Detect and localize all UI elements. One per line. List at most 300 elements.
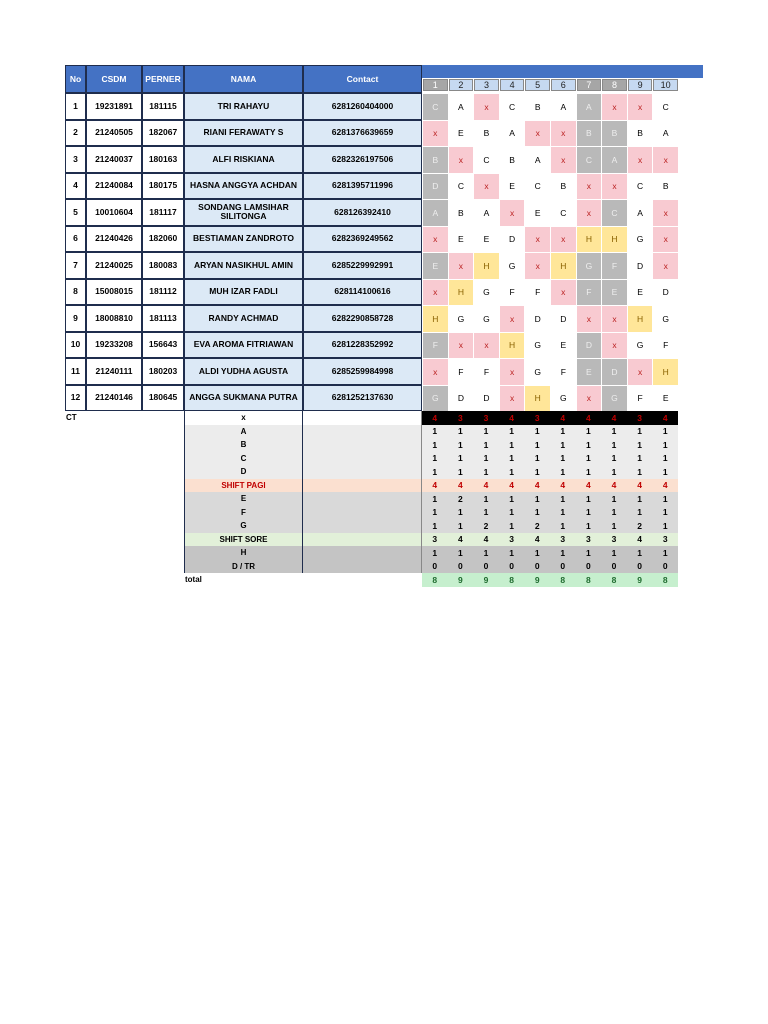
- day-header-1[interactable]: 1: [423, 79, 448, 91]
- summary-label: SHIFT SORE: [184, 533, 303, 547]
- employee-contact-cell[interactable]: 628126392410: [303, 199, 422, 226]
- employee-perner-cell[interactable]: 180645: [142, 385, 184, 412]
- summary-value: 1: [448, 425, 474, 439]
- shift-cell[interactable]: G: [636, 234, 644, 245]
- summary-value: 1: [576, 506, 602, 520]
- shift-cell[interactable]: F: [535, 287, 541, 298]
- shift-cell[interactable]: E: [423, 253, 448, 279]
- shift-cell[interactable]: A: [458, 101, 464, 112]
- summary-value: 1: [550, 519, 576, 533]
- shift-cell[interactable]: B: [483, 128, 490, 139]
- shift-cell[interactable]: F: [577, 280, 602, 306]
- shift-cell[interactable]: G: [577, 253, 602, 279]
- summary-value: 2: [473, 519, 499, 533]
- shift-cell[interactable]: B: [662, 181, 669, 192]
- shift-cell[interactable]: A: [509, 128, 515, 139]
- shift-cell[interactable]: C: [534, 181, 541, 192]
- summary-value: 4: [652, 479, 678, 493]
- employee-contact-cell[interactable]: 6285229992991: [303, 252, 422, 279]
- summary-value: 1: [422, 546, 448, 560]
- employee-nama-cell[interactable]: MUH IZAR FADLI: [184, 279, 303, 306]
- shift-cell[interactable]: F: [602, 253, 627, 279]
- day-header-6[interactable]: 6: [551, 79, 576, 91]
- shift-cell[interactable]: x: [500, 386, 525, 412]
- day-header-2[interactable]: 2: [449, 79, 474, 91]
- summary-value: 1: [448, 452, 474, 466]
- shift-cell[interactable]: x: [449, 147, 474, 173]
- employee-csdm-cell[interactable]: 19231891: [86, 93, 142, 120]
- day-header-5[interactable]: 5: [525, 79, 550, 91]
- shift-cell[interactable]: D: [457, 393, 464, 404]
- employee-contact-cell[interactable]: 6282290858728: [303, 305, 422, 332]
- employee-no-cell[interactable]: 8: [65, 279, 86, 306]
- shift-cell[interactable]: B: [458, 207, 464, 218]
- summary-value: 1: [576, 438, 602, 452]
- summary-contact-fill: [303, 546, 422, 560]
- summary-value: 1: [576, 546, 602, 560]
- employee-contact-cell[interactable]: 6282369249562: [303, 226, 422, 253]
- shift-cell[interactable]: G: [423, 386, 448, 412]
- summary-value: 4: [627, 533, 653, 547]
- employee-csdm-cell[interactable]: 21240426: [86, 226, 142, 253]
- shift-cell[interactable]: D: [509, 234, 516, 245]
- shift-cell[interactable]: C: [423, 94, 448, 120]
- shift-cell[interactable]: x: [525, 253, 550, 279]
- shift-cell[interactable]: x: [602, 333, 627, 359]
- employee-no-cell[interactable]: 2: [65, 120, 86, 147]
- employee-nama-cell[interactable]: ARYAN NASIKHUL AMIN: [184, 252, 303, 279]
- employee-nama-cell[interactable]: ALFI RISKIANA: [184, 146, 303, 173]
- summary-value: 3: [627, 411, 653, 425]
- shift-cell[interactable]: x: [577, 200, 602, 226]
- shift-cell[interactable]: E: [458, 234, 464, 245]
- shift-cell[interactable]: x: [474, 333, 499, 359]
- shift-cell[interactable]: x: [653, 227, 678, 253]
- shift-cell[interactable]: A: [534, 154, 541, 165]
- summary-value: 1: [601, 519, 627, 533]
- header-csdm[interactable]: CSDM: [86, 65, 142, 93]
- shift-cell[interactable]: F: [637, 393, 643, 404]
- employee-csdm-cell[interactable]: 21240084: [86, 173, 142, 200]
- summary-value: 1: [524, 506, 550, 520]
- shift-cell[interactable]: H: [577, 227, 602, 253]
- summary-value: 4: [524, 479, 550, 493]
- shift-cell[interactable]: x: [577, 386, 602, 412]
- shift-cell[interactable]: A: [662, 128, 669, 139]
- shift-cell[interactable]: C: [637, 181, 644, 192]
- shift-cell[interactable]: G: [534, 366, 541, 377]
- shift-cell[interactable]: G: [636, 340, 644, 351]
- employee-csdm-cell[interactable]: 21240025: [86, 252, 142, 279]
- shift-cell[interactable]: E: [577, 359, 602, 385]
- summary-value: 4: [652, 411, 678, 425]
- summary-label: H: [184, 546, 303, 560]
- shift-cell[interactable]: A: [423, 200, 448, 226]
- shift-cell[interactable]: B: [560, 181, 567, 192]
- summary-value: 2: [627, 519, 653, 533]
- employee-perner-cell[interactable]: 182067: [142, 120, 184, 147]
- shift-cell[interactable]: x: [628, 359, 653, 385]
- shift-cell[interactable]: x: [653, 253, 678, 279]
- shift-cell[interactable]: x: [500, 200, 525, 226]
- employee-csdm-cell[interactable]: 18008810: [86, 305, 142, 332]
- shift-cell[interactable]: E: [458, 128, 464, 139]
- summary-contact-fill: [303, 492, 422, 506]
- summary-value: 1: [601, 465, 627, 479]
- summary-label: B: [184, 438, 303, 452]
- summary-label: D / TR: [184, 560, 303, 574]
- summary-value: 4: [627, 479, 653, 493]
- shift-cell[interactable]: C: [577, 147, 602, 173]
- employee-contact-cell[interactable]: 6281252137630: [303, 385, 422, 412]
- day-header-7[interactable]: 7: [577, 79, 602, 91]
- total-value: 8: [652, 573, 678, 587]
- summary-value: 1: [652, 452, 678, 466]
- header-no[interactable]: No: [65, 65, 86, 93]
- summary-value: 1: [601, 506, 627, 520]
- shift-cell[interactable]: H: [602, 227, 627, 253]
- employee-contact-cell[interactable]: 6281260404000: [303, 93, 422, 120]
- shift-cell[interactable]: x: [551, 280, 576, 306]
- header-nama[interactable]: NAMA: [184, 65, 303, 93]
- summary-value: 1: [422, 452, 448, 466]
- shift-cell[interactable]: x: [449, 253, 474, 279]
- shift-cell[interactable]: x: [602, 306, 627, 332]
- summary-value: 1: [499, 492, 525, 506]
- summary-label: x: [184, 411, 303, 425]
- shift-cell[interactable]: G: [602, 386, 627, 412]
- shift-cell[interactable]: A: [637, 207, 643, 218]
- day-header-8[interactable]: 8: [602, 79, 627, 91]
- summary-value: 1: [652, 506, 678, 520]
- shift-cell[interactable]: D: [534, 313, 541, 324]
- summary-value: 1: [473, 465, 499, 479]
- summary-contact-fill: [303, 506, 422, 520]
- summary-contact-fill: [303, 465, 422, 479]
- summary-value: 4: [448, 479, 474, 493]
- summary-value: 1: [627, 438, 653, 452]
- shift-cell[interactable]: x: [423, 359, 448, 385]
- shift-cell[interactable]: D: [662, 287, 669, 298]
- employee-csdm-cell[interactable]: 19233208: [86, 332, 142, 359]
- employee-csdm-cell[interactable]: 10010604: [86, 199, 142, 226]
- shift-cell[interactable]: x: [423, 280, 448, 306]
- shift-cell[interactable]: G: [559, 393, 567, 404]
- employee-perner-cell[interactable]: 180163: [142, 146, 184, 173]
- employee-contact-cell[interactable]: 6281376639659: [303, 120, 422, 147]
- employee-contact-cell[interactable]: 628114100616: [303, 279, 422, 306]
- shift-cell[interactable]: B: [423, 147, 448, 173]
- summary-value: 1: [473, 452, 499, 466]
- shift-cell[interactable]: H: [653, 359, 678, 385]
- summary-value: 3: [473, 411, 499, 425]
- employee-nama-cell[interactable]: BESTIAMAN ZANDROTO: [184, 226, 303, 253]
- employee-no-cell[interactable]: 11: [65, 358, 86, 385]
- total-value: 9: [627, 573, 653, 587]
- summary-value: 3: [448, 411, 474, 425]
- shift-cell[interactable]: x: [449, 333, 474, 359]
- summary-value: 3: [550, 533, 576, 547]
- shift-cell[interactable]: G: [508, 260, 516, 271]
- employee-csdm-cell[interactable]: 21240111: [86, 358, 142, 385]
- shift-cell[interactable]: x: [602, 94, 627, 120]
- employee-nama-cell[interactable]: RANDY ACHMAD: [184, 305, 303, 332]
- shift-cell[interactable]: G: [662, 313, 669, 324]
- shift-cell[interactable]: E: [509, 181, 515, 192]
- summary-contact-fill: [303, 479, 422, 493]
- summary-value: 1: [601, 438, 627, 452]
- shift-cell[interactable]: H: [551, 253, 576, 279]
- employee-no-cell[interactable]: 10: [65, 332, 86, 359]
- shift-cell[interactable]: D: [560, 313, 567, 324]
- employee-nama-cell[interactable]: ANGGA SUKMANA PUTRA: [184, 385, 303, 412]
- shift-cell[interactable]: C: [602, 200, 627, 226]
- day-header-4[interactable]: 4: [500, 79, 525, 91]
- summary-value: 1: [576, 452, 602, 466]
- employee-nama-cell[interactable]: RIANI FERAWATY S: [184, 120, 303, 147]
- summary-label: F: [184, 506, 303, 520]
- summary-value: 1: [499, 452, 525, 466]
- summary-value: 1: [524, 452, 550, 466]
- summary-value: 1: [550, 438, 576, 452]
- employee-no-cell[interactable]: 7: [65, 252, 86, 279]
- shift-cell[interactable]: A: [560, 101, 567, 112]
- summary-value: 1: [524, 425, 550, 439]
- summary-value: 1: [601, 546, 627, 560]
- shift-cell[interactable]: F: [458, 366, 464, 377]
- summary-value: 1: [627, 546, 653, 560]
- shift-cell[interactable]: D: [602, 359, 627, 385]
- shift-cell[interactable]: H: [525, 386, 550, 412]
- summary-contact-fill: [303, 411, 422, 425]
- shift-cell[interactable]: F: [509, 287, 515, 298]
- shift-cell[interactable]: A: [483, 207, 490, 218]
- summary-value: 1: [627, 452, 653, 466]
- summary-contact-fill: [303, 533, 422, 547]
- employee-nama-cell[interactable]: HASNA ANGGYA ACHDAN: [184, 173, 303, 200]
- shift-cell[interactable]: x: [577, 174, 602, 200]
- employee-perner-cell[interactable]: 156643: [142, 332, 184, 359]
- shift-cell[interactable]: E: [637, 287, 643, 298]
- employee-contact-cell[interactable]: 6281395711996: [303, 173, 422, 200]
- day-header-10[interactable]: 10: [653, 79, 678, 91]
- summary-value: 1: [473, 546, 499, 560]
- summary-label: D: [184, 465, 303, 479]
- summary-value: 4: [601, 411, 627, 425]
- summary-label: G: [184, 519, 303, 533]
- shift-cell[interactable]: B: [602, 121, 627, 147]
- summary-value: 0: [448, 560, 474, 574]
- employee-csdm-cell[interactable]: 21240505: [86, 120, 142, 147]
- employee-contact-cell[interactable]: 6281228352992: [303, 332, 422, 359]
- header-contact[interactable]: Contact: [303, 65, 422, 93]
- summary-value: 1: [499, 465, 525, 479]
- employee-csdm-cell[interactable]: 21240146: [86, 385, 142, 412]
- shift-cell[interactable]: C: [457, 181, 464, 192]
- shift-cell[interactable]: x: [500, 306, 525, 332]
- shift-cell[interactable]: H: [474, 253, 499, 279]
- ct-label: CT: [66, 413, 77, 423]
- summary-value: 3: [422, 533, 448, 547]
- shift-cell[interactable]: F: [560, 366, 566, 377]
- summary-label: SHIFT PAGI: [184, 479, 303, 493]
- shift-cell[interactable]: H: [500, 333, 525, 359]
- shift-cell[interactable]: x: [653, 200, 678, 226]
- shift-cell[interactable]: x: [551, 121, 576, 147]
- employee-no-cell[interactable]: 1: [65, 93, 86, 120]
- summary-value: 1: [576, 425, 602, 439]
- shift-cell[interactable]: x: [525, 227, 550, 253]
- shift-cell[interactable]: B: [534, 101, 541, 112]
- employee-csdm-cell[interactable]: 15008015: [86, 279, 142, 306]
- employee-no-cell[interactable]: 4: [65, 173, 86, 200]
- shift-cell[interactable]: B: [509, 154, 515, 165]
- shift-cell[interactable]: x: [500, 359, 525, 385]
- summary-value: 4: [422, 479, 448, 493]
- employee-perner-cell[interactable]: 180083: [142, 252, 184, 279]
- employee-no-cell[interactable]: 3: [65, 146, 86, 173]
- summary-value: 1: [499, 438, 525, 452]
- employee-nama-cell[interactable]: TRI RAHAYU: [184, 93, 303, 120]
- shift-cell[interactable]: B: [637, 128, 643, 139]
- employee-perner-cell[interactable]: 181112: [142, 279, 184, 306]
- shift-cell[interactable]: x: [602, 174, 627, 200]
- shift-cell[interactable]: C: [509, 101, 516, 112]
- summary-value: 4: [422, 411, 448, 425]
- employee-csdm-cell[interactable]: 21240037: [86, 146, 142, 173]
- summary-value: 1: [652, 492, 678, 506]
- employee-contact-cell[interactable]: 6285259984998: [303, 358, 422, 385]
- employee-no-cell[interactable]: 12: [65, 385, 86, 412]
- shift-cell[interactable]: F: [423, 333, 448, 359]
- shift-cell[interactable]: x: [525, 121, 550, 147]
- shift-cell[interactable]: D: [483, 393, 490, 404]
- employee-perner-cell[interactable]: 181113: [142, 305, 184, 332]
- summary-contact-fill: [303, 560, 422, 574]
- shift-cell[interactable]: x: [423, 121, 448, 147]
- summary-value: 1: [652, 519, 678, 533]
- shift-cell[interactable]: G: [483, 287, 490, 298]
- shift-cell[interactable]: x: [474, 94, 499, 120]
- summary-value: 0: [601, 560, 627, 574]
- day-header-3[interactable]: 3: [474, 79, 499, 91]
- total-value: 9: [524, 573, 550, 587]
- employee-perner-cell[interactable]: 180203: [142, 358, 184, 385]
- summary-value: 1: [550, 546, 576, 560]
- employee-perner-cell[interactable]: 180175: [142, 173, 184, 200]
- summary-value: 1: [576, 465, 602, 479]
- employee-nama-cell[interactable]: EVA AROMA FITRIAWAN: [184, 332, 303, 359]
- employee-no-cell[interactable]: 6: [65, 226, 86, 253]
- summary-value: 0: [652, 560, 678, 574]
- shift-cell[interactable]: E: [602, 280, 627, 306]
- employee-nama-cell[interactable]: ALDI YUDHA AGUSTA: [184, 358, 303, 385]
- summary-value: 1: [499, 519, 525, 533]
- shift-cell[interactable]: G: [534, 340, 541, 351]
- summary-value: 1: [499, 425, 525, 439]
- employee-no-cell[interactable]: 9: [65, 305, 86, 332]
- summary-value: 1: [627, 492, 653, 506]
- shift-cell[interactable]: G: [457, 313, 465, 324]
- employee-perner-cell[interactable]: 181115: [142, 93, 184, 120]
- shift-cell[interactable]: x: [551, 227, 576, 253]
- summary-value: 4: [473, 533, 499, 547]
- summary-label: E: [184, 492, 303, 506]
- total-value: 8: [550, 573, 576, 587]
- summary-value: 1: [473, 425, 499, 439]
- summary-value: 3: [652, 533, 678, 547]
- shift-cell[interactable]: H: [449, 280, 474, 306]
- summary-value: 1: [473, 438, 499, 452]
- shift-cell[interactable]: E: [560, 340, 567, 351]
- shift-cell[interactable]: x: [653, 147, 678, 173]
- shift-cell[interactable]: E: [483, 234, 490, 245]
- shift-cell[interactable]: E: [662, 393, 669, 404]
- total-value: 8: [499, 573, 525, 587]
- shift-cell[interactable]: C: [560, 207, 567, 218]
- shift-cell[interactable]: x: [551, 147, 576, 173]
- shift-cell[interactable]: x: [423, 227, 448, 253]
- employee-no-cell[interactable]: 5: [65, 199, 86, 226]
- summary-value: 1: [652, 438, 678, 452]
- header-perner[interactable]: PERNER: [142, 65, 184, 93]
- employee-contact-cell[interactable]: 6282326197506: [303, 146, 422, 173]
- employee-perner-cell[interactable]: 181117: [142, 199, 184, 226]
- shift-cell[interactable]: G: [483, 313, 490, 324]
- summary-value: 1: [448, 519, 474, 533]
- shift-cell[interactable]: D: [637, 260, 644, 271]
- employee-nama-cell[interactable]: SONDANG LAMSIHAR SILITONGA: [184, 199, 303, 226]
- summary-value: 3: [576, 533, 602, 547]
- summary-value: 1: [524, 492, 550, 506]
- shift-cell[interactable]: A: [577, 94, 602, 120]
- summary-value: 1: [524, 438, 550, 452]
- shift-cell[interactable]: B: [577, 121, 602, 147]
- total-value: 9: [448, 573, 474, 587]
- summary-value: 1: [499, 546, 525, 560]
- shift-cell[interactable]: C: [662, 101, 669, 112]
- summary-label: C: [184, 452, 303, 466]
- total-label: total: [185, 575, 202, 585]
- shift-cell[interactable]: E: [534, 207, 541, 218]
- summary-value: 1: [576, 492, 602, 506]
- summary-value: 4: [473, 479, 499, 493]
- summary-contact-fill: [303, 519, 422, 533]
- summary-value: 1: [550, 465, 576, 479]
- shift-cell[interactable]: F: [483, 366, 490, 377]
- summary-value: 4: [576, 479, 602, 493]
- shift-cell[interactable]: A: [602, 147, 627, 173]
- summary-value: 1: [550, 452, 576, 466]
- shift-cell[interactable]: H: [628, 306, 653, 332]
- shift-cell[interactable]: x: [628, 94, 653, 120]
- shift-cell[interactable]: D: [423, 174, 448, 200]
- summary-value: 1: [652, 465, 678, 479]
- shift-cell[interactable]: C: [483, 154, 490, 165]
- summary-value: 1: [473, 492, 499, 506]
- shift-cell[interactable]: x: [474, 174, 499, 200]
- summary-value: 1: [422, 492, 448, 506]
- summary-value: 1: [448, 465, 474, 479]
- shift-cell[interactable]: x: [577, 306, 602, 332]
- employee-perner-cell[interactable]: 182060: [142, 226, 184, 253]
- shift-cell[interactable]: H: [423, 306, 448, 332]
- day-header-9[interactable]: 9: [628, 79, 653, 91]
- shift-cell[interactable]: F: [663, 340, 669, 351]
- summary-label: A: [184, 425, 303, 439]
- shift-cell[interactable]: x: [628, 147, 653, 173]
- shift-cell[interactable]: D: [577, 333, 602, 359]
